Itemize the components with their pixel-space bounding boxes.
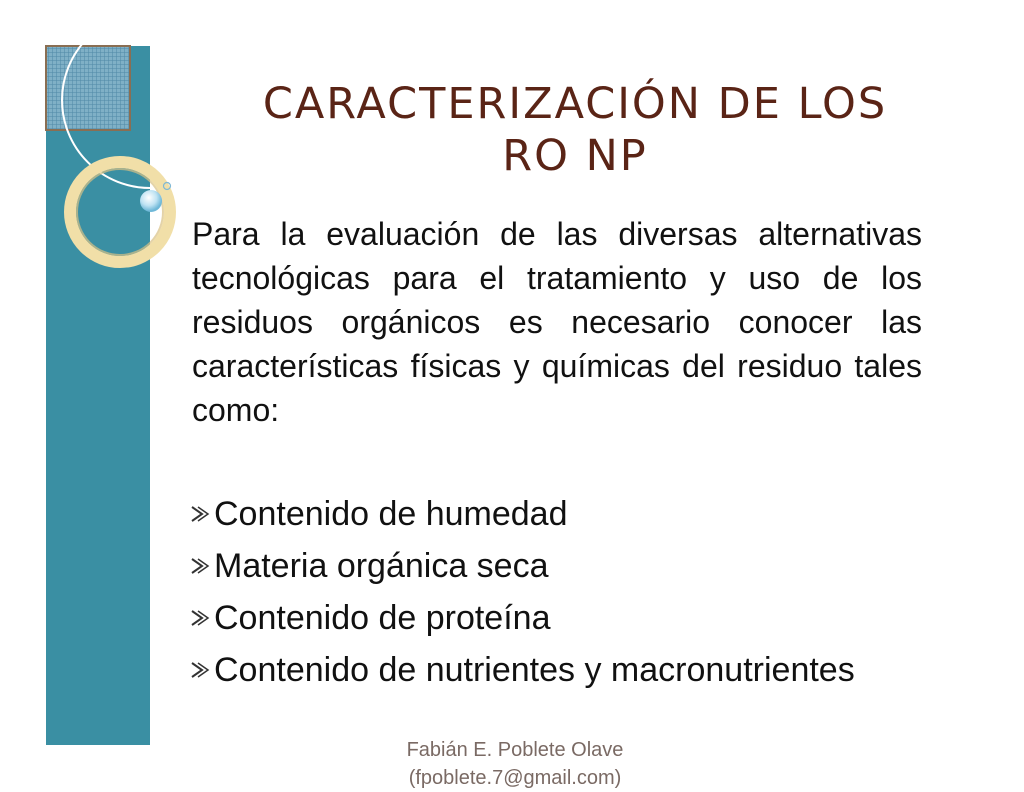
slide-title (190, 78, 960, 182)
bullet-text: Contenido de humedad (214, 495, 568, 533)
bullet-list (188, 488, 968, 696)
intro-paragraph: Para la evaluación de las diversas alternativas tecnológicas para el tratamiento y uso de los residuos orgánicos es necesario conocer las características físicas y químicas del residuo tales como: (192, 216, 922, 428)
arrow-bullet-icon (188, 555, 214, 577)
bullet-text: Contenido de proteína (214, 599, 551, 637)
list-item (188, 644, 968, 696)
list-item (188, 540, 968, 592)
footer-email: (fpoblete.7@gmail.com) (408, 767, 622, 789)
decorative-graphic (0, 0, 200, 280)
bullet-text: Contenido de nutrientes y macronutrientes (214, 651, 855, 689)
footer-author: Fabián E. Poblete Olave (406, 739, 624, 761)
footer (300, 736, 730, 792)
bubble-decoration (140, 190, 162, 212)
ring-decoration (70, 162, 170, 262)
grid-square-decoration (46, 46, 130, 130)
arrow-bullet-icon (188, 607, 214, 629)
arrow-bullet-icon (188, 503, 214, 525)
list-item (188, 488, 968, 540)
list-item (188, 592, 968, 644)
slide-title-line2: RO NP (502, 131, 648, 181)
arrow-bullet-icon (188, 659, 214, 681)
slide-title-line1: CARACTERIZACIÓN DE LOS (262, 79, 888, 129)
bullet-text: Materia orgánica seca (214, 547, 549, 585)
